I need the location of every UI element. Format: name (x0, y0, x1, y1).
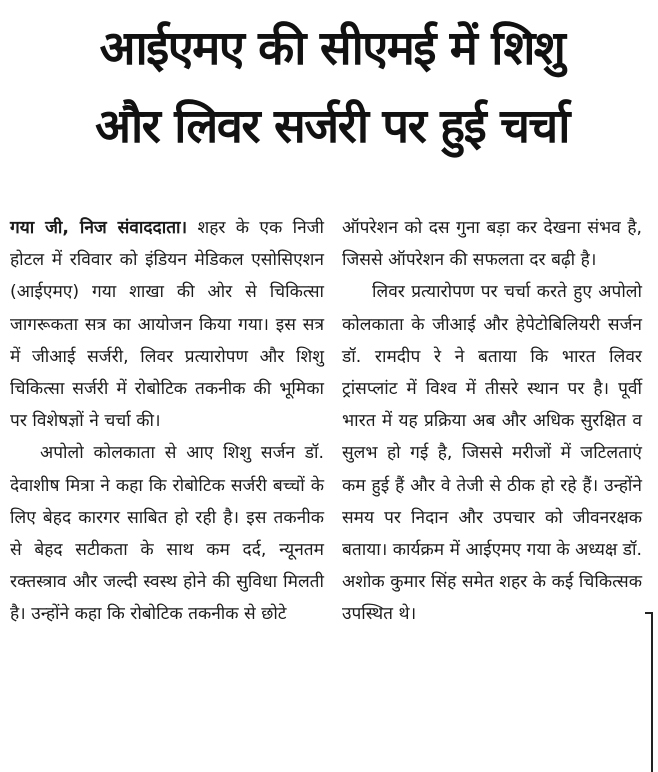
article-column-1 (10, 212, 324, 631)
page-edge-rule (651, 612, 653, 772)
article-paragraph (10, 212, 324, 437)
dateline: गया जी, निज संवाददाता। (10, 218, 188, 238)
paragraph-text: शहर के एक निजी होटल में रविवार को इंडियन मेडिकल एसोसिएशन (आईएमए) गया शाखा की ओर से चिकित्सा जागरूकता सत्र का आयोजन किया गया। इस सत्र में जीआई सर्जरी, लिवर प्रत्यारोपण और शिशु चिकित्सा सर्जरी में रोबोटिक तकनीक की भूमिका पर विशेषज्ञों ने चर्चा की। (10, 218, 324, 432)
article-column-2 (342, 212, 642, 631)
headline-line-1: आईएमए की सीएमई में शिशु (99, 21, 565, 76)
headline-line-2: और लिवर सर्जरी पर हुई चर्चा (95, 99, 569, 154)
article-paragraph: अपोलो कोलकाता से आए शिशु सर्जन डॉ. देवाशीष मित्रा ने कहा कि रोबोटिक सर्जरी बच्चों के लिए बेहद कारगर साबित हो रही है। इस तकनीक से बेहद सटीकता के साथ कम दर्द, न्यूनतम रक्तस्त्राव और जल्दी स्वस्थ होने की सुविधा मिलती है। उन्होंने कहा कि रोबोटिक तकनीक से छोटे (10, 443, 324, 625)
article-paragraph: लिवर प्रत्यारोपण पर चर्चा करते हुए अपोलो कोलकाता के जीआई और हेपेटोबिलियरी सर्जन डॉ. रामदीप रे ने बताया कि भारत लिवर ट्रांसप्लांट में विश्व में तीसरे स्थान पर है। पूर्वी भारत में यह प्रक्रिया अब और अधिक सुरक्षित व सुलभ हो गई है, जिससे मरीजों में जटिलताएं कम हुई हैं और वे तेजी से ठीक हो रहे हैं। उन्होंने समय पर निदान और उपचार को जीवनरक्षक बताया। कार्यक्रम में आईएमए गया के अध्यक्ष डॉ. अशोक कुमार सिंह समेत शहर के कई चिकित्सक उपस्थित थे। (342, 282, 642, 625)
headline (8, 10, 656, 166)
article-paragraph: ऑपरेशन को दस गुना बड़ा कर देखना संभव है, जिससे ऑपरेशन की सफलता दर बढ़ी है। (342, 218, 642, 271)
